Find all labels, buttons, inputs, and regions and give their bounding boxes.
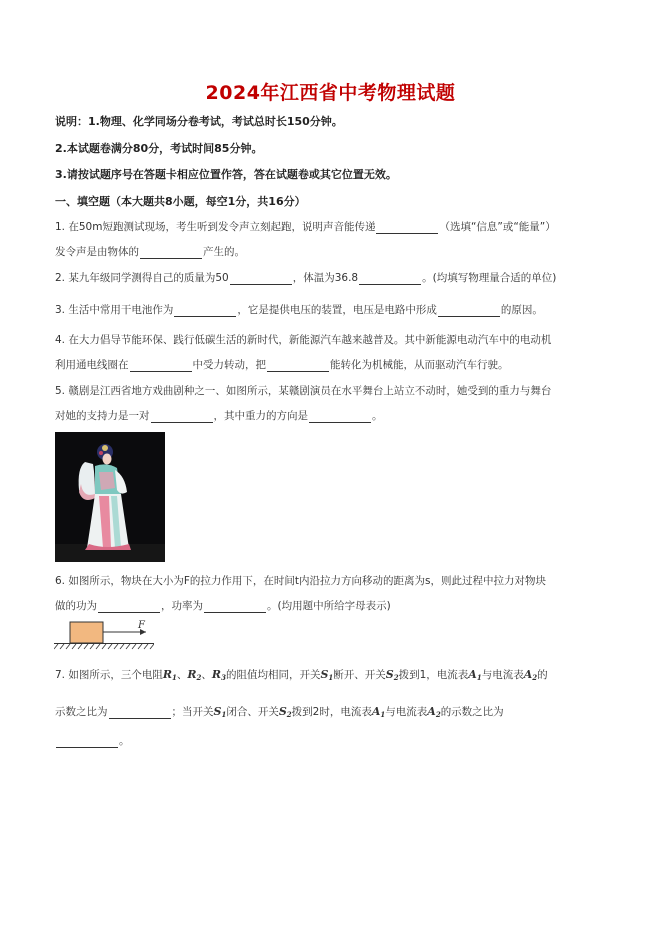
block-force-diagram bbox=[54, 618, 154, 652]
q7-text-e: 与电流表 bbox=[481, 669, 524, 681]
ground-hatch bbox=[54, 644, 154, 649]
q6-line-1 bbox=[55, 573, 546, 588]
q2-text-b: ，体温为36.8 bbox=[292, 272, 359, 284]
q4-blank-1[interactable] bbox=[130, 360, 192, 372]
q2-line bbox=[55, 270, 556, 285]
q1-line-1 bbox=[55, 219, 556, 234]
s1-symbol: $S_1$ bbox=[320, 668, 334, 682]
q5-text-d: 。 bbox=[372, 410, 383, 422]
q2-text-c: 。(均填写物理量合适的单位) bbox=[422, 272, 557, 284]
q2-text-a: 2. 某九年级同学测得自己的质量为50 bbox=[55, 272, 229, 284]
section-heading: 一、填空题（本大题共8小题，每空1分，共16分） bbox=[55, 195, 306, 208]
q7-line-2 bbox=[55, 704, 504, 719]
note-3: 3.请按试题序号在答题卡相应位置作答，答在试题卷或其它位置无效。 bbox=[55, 168, 397, 181]
q6-text-c: ，功率为 bbox=[161, 600, 203, 612]
q4-line-2 bbox=[55, 357, 509, 372]
s2-symbol-2: $S_2$ bbox=[278, 705, 292, 719]
s1-symbol-2: $S_1$ bbox=[213, 705, 227, 719]
q2-blank-1[interactable] bbox=[230, 273, 292, 285]
q4-text-d: 能转化为机械能，从而驱动汽车行驶。 bbox=[330, 359, 509, 371]
q7-text-c: 断开、开关 bbox=[333, 669, 386, 681]
q7-line-1 bbox=[55, 667, 548, 682]
q6-blank-2[interactable] bbox=[204, 601, 266, 613]
q5-blank-2[interactable] bbox=[309, 411, 371, 423]
performer-figure bbox=[55, 432, 165, 562]
a1-symbol-2: $A_1$ bbox=[371, 705, 386, 719]
q1-text-b: （选填“信息”或“能量”） bbox=[439, 221, 556, 233]
q5-text-c: ，其中重力的方向是 bbox=[213, 410, 308, 422]
q7-sep-2: 、 bbox=[201, 669, 212, 681]
q1-blank-1[interactable] bbox=[376, 222, 438, 234]
note-2: 2.本试题卷满分80分，考试时间85分钟。 bbox=[55, 142, 263, 155]
q6-blank-1[interactable] bbox=[98, 601, 160, 613]
block-force-svg bbox=[54, 618, 154, 652]
q4-text-c: 中受力转动，把 bbox=[192, 359, 266, 371]
q4-line-1 bbox=[55, 332, 551, 347]
q7-line-3 bbox=[55, 733, 130, 748]
q7-text-i: 闭合、开关 bbox=[226, 706, 279, 718]
q7-text-a: 7. 如图所示，三个电阻 bbox=[55, 669, 163, 681]
q7-text-h: ；当开关 bbox=[171, 706, 214, 718]
block-shape bbox=[70, 622, 103, 643]
q1-blank-2[interactable] bbox=[140, 247, 202, 259]
s2-symbol: $S_2$ bbox=[385, 668, 399, 682]
opera-performer-photo bbox=[55, 432, 165, 562]
note-1: 说明：1.物理、化学同场分卷考试，考试总时长150分钟。 bbox=[55, 115, 343, 128]
q6-line-2 bbox=[55, 598, 391, 613]
q6-text-b: 做的功为 bbox=[55, 600, 97, 612]
q7-blank-1[interactable] bbox=[109, 707, 171, 719]
q3-line bbox=[55, 302, 543, 317]
force-label: F bbox=[138, 620, 145, 631]
q7-text-d: 拨到1，电流表 bbox=[398, 669, 469, 681]
q3-text-a: 3. 生活中常用干电池作为 bbox=[55, 304, 174, 316]
q3-text-c: 的原因。 bbox=[500, 304, 543, 316]
q7-text-l: 的示数之比为 bbox=[440, 706, 504, 718]
q4-text-b: 利用通电线圈在 bbox=[55, 359, 129, 371]
q1-text-d: 产生的。 bbox=[203, 246, 245, 258]
r3-symbol: $R_3$ bbox=[211, 668, 226, 682]
q7-text-m: 。 bbox=[119, 735, 130, 747]
q5-line-1 bbox=[55, 383, 551, 398]
q7-text-g: 示数之比为 bbox=[55, 706, 108, 718]
q3-blank-1[interactable] bbox=[174, 305, 236, 317]
q3-blank-2[interactable] bbox=[438, 305, 500, 317]
q4-text-a: 4. 在大力倡导节能环保、践行低碳生活的新时代，新能源汽车越来越普及。其中新能源电动汽车中的电动机 bbox=[55, 334, 552, 346]
page-title: 2024年江西省中考物理试题 bbox=[205, 82, 456, 104]
q7-text-j: 拨到2时，电流表 bbox=[291, 706, 372, 718]
q1-text-a: 1. 在50m短跑测试现场，考生听到发令声立刻起跑，说明声音能传递 bbox=[55, 221, 376, 233]
a1-symbol: $A_1$ bbox=[468, 668, 482, 682]
q1-line-2 bbox=[55, 244, 245, 259]
a2-symbol-2: $A_2$ bbox=[427, 705, 441, 719]
q7-sep-1: 、 bbox=[176, 669, 188, 681]
q5-text-a: 5. 赣剧是江西省地方戏曲剧种之一、如图所示，某赣剧演员在水平舞台上站立不动时，她受到的重力与舞台 bbox=[55, 385, 552, 397]
q5-line-2 bbox=[55, 408, 383, 423]
q3-text-b: ，它是提供电压的装置，电压是电路中形成 bbox=[237, 304, 437, 316]
r1-symbol: $R_1$ bbox=[162, 668, 177, 682]
q5-blank-1[interactable] bbox=[151, 411, 213, 423]
a2-symbol: $A_2$ bbox=[523, 668, 538, 682]
q7-text-f: 的 bbox=[537, 669, 548, 681]
q4-blank-2[interactable] bbox=[267, 360, 329, 372]
q6-text-a: 6. 如图所示，物块在大小为F的拉力作用下，在时间t内沿拉力方向移动的距离为s，则此过程中拉力对物块 bbox=[55, 575, 546, 587]
q7-blank-2[interactable] bbox=[56, 736, 118, 748]
q5-text-b: 对她的支持力是一对 bbox=[55, 410, 150, 422]
q1-text-c: 发令声是由物体的 bbox=[55, 246, 139, 258]
q7-text-b: 的阻值均相同，开关 bbox=[225, 669, 321, 681]
q6-text-d: 。(均用题中所给字母表示) bbox=[267, 600, 391, 612]
r2-symbol: $R_2$ bbox=[187, 668, 202, 682]
q7-text-k: 与电流表 bbox=[385, 706, 428, 718]
q2-blank-2[interactable] bbox=[359, 273, 421, 285]
